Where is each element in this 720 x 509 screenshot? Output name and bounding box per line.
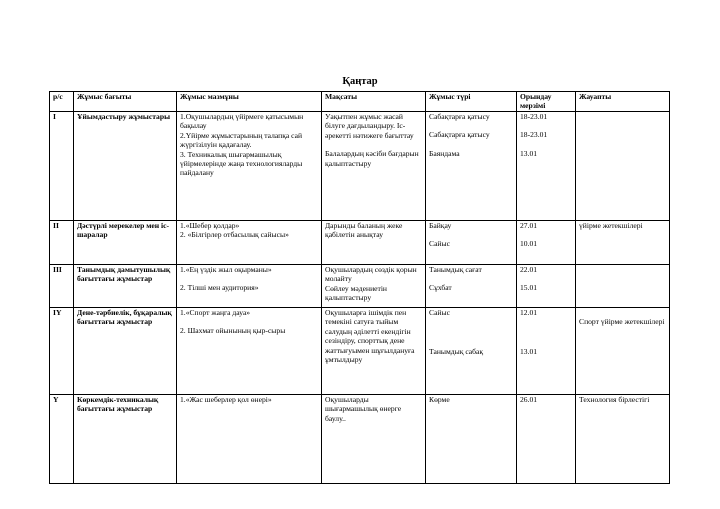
- header-num: р/с: [50, 92, 74, 112]
- deadline-item: 13.01: [520, 148, 538, 158]
- deadline-item: 10.01: [520, 239, 538, 249]
- content-item: 1.«Жас шеберлер қол өнері»: [180, 395, 272, 404]
- row-number: III: [50, 265, 74, 308]
- goal-item: Оқушыларды шығармашылық өнерге баулу..: [325, 395, 403, 423]
- deadline-item: 18-23.01: [520, 112, 548, 121]
- content-item: 2. «Білгірлер отбасылық сайысы»: [180, 230, 289, 240]
- deadline-item: 26.01: [520, 395, 538, 404]
- table-row: [50, 308, 670, 395]
- table-row: [50, 265, 670, 308]
- row-responsible: [576, 308, 670, 395]
- header-content: Жұмыс мазмұны: [177, 92, 322, 112]
- row-direction: Дене-тәрбиелік, бұқаралық бағыттағы жұмыстар: [74, 308, 177, 395]
- content-item: 1.Оқушылардың үйірмеге қатысымын бақылау: [180, 112, 306, 131]
- row-deadline: [517, 112, 576, 221]
- row-content: [177, 308, 322, 395]
- row-content: [177, 112, 322, 221]
- row-type: [426, 395, 517, 484]
- goal-item: Оқушылардың сөздік қорын молайту: [325, 265, 419, 284]
- row-direction: Ұйымдастыру жұмыстары: [74, 112, 177, 221]
- row-direction: Танымдық дамытушылық бағыттағы жұмыстар: [74, 265, 177, 308]
- row-content: [177, 265, 322, 308]
- row-number: I: [50, 112, 74, 221]
- row-type: [426, 221, 517, 265]
- row-responsible: [576, 265, 670, 308]
- goal-item: Сөйлеу мәдениетін қалыптастыру: [325, 283, 389, 303]
- header-type: Жұмыс түрі: [426, 92, 517, 112]
- header-direction: Жұмыс бағыты: [74, 92, 177, 112]
- deadline-item: 18-23.01: [520, 130, 548, 140]
- row-responsible: [576, 112, 670, 221]
- content-item: 1.«Спорт жаңга дауа»: [180, 308, 251, 317]
- row-goal: [322, 221, 426, 265]
- content-item: 2. Тілші мен аудитория»: [180, 283, 259, 293]
- content-item: 2.Үйірме жұмыстарының талапқа сай жүргізілуін қадағалау.: [180, 130, 304, 150]
- type-item: Сабақтарға қатысу: [429, 130, 490, 140]
- row-content: [177, 395, 322, 484]
- row-type: [426, 308, 517, 395]
- page-title: Қаңтар: [342, 76, 378, 87]
- row-number: II: [50, 221, 74, 265]
- table-header-row: [50, 92, 670, 112]
- row-deadline: [517, 308, 576, 395]
- goal-item: Дарынды баланың жеке қабілетін анықтау: [325, 221, 405, 240]
- deadline-item: 27.01: [520, 221, 538, 230]
- row-goal: [322, 265, 426, 308]
- responsible-text: Спорт үйірме жетекшілері: [579, 317, 665, 326]
- deadline-item: 22.01: [520, 265, 538, 274]
- goal-item: Уақытпен жұмыс жасай білуге дағдыландыру. Іс-әрекетті нәтижеге бағыттау: [325, 112, 414, 140]
- row-number: IY: [50, 308, 74, 395]
- content-item: 3. Техникалық шығармашылық үйірмелерінде жаңа технологияларды пайдалану: [180, 149, 305, 178]
- type-item: Сайыс: [429, 239, 450, 249]
- row-type: [426, 112, 517, 221]
- deadline-item: 13.01: [520, 347, 538, 357]
- header-responsible: Жауапты: [576, 92, 670, 112]
- row-responsible: Технология бірлестігі: [576, 395, 670, 484]
- row-deadline: [517, 265, 576, 308]
- goal-item: Балалардың кәсіби бағдарын қалыптастыру: [325, 149, 421, 168]
- header-deadline: Орындау мерзімі: [517, 92, 576, 112]
- row-content: [177, 221, 322, 265]
- content-item: 1.«Ең үздік жыл оқырманы»: [180, 265, 272, 274]
- row-goal: [322, 395, 426, 484]
- row-deadline: [517, 395, 576, 484]
- row-type: [426, 265, 517, 308]
- goal-item: Оқушыларға ішімдік пен темекіні сатуға тыйым салудың әділетті екендігін сезіндіру, спорттық дене жаттығуымен шұғылдануға ұмтылдыру: [325, 308, 417, 365]
- row-direction: Көркемдік-техникалық бағыттағы жұмыстар: [74, 395, 177, 484]
- row-goal: [322, 308, 426, 395]
- header-goal: Мақсаты: [322, 92, 426, 112]
- content-item: 2. Шахмат ойынының қыр-сыры: [180, 326, 286, 336]
- type-item: Танымдық сабақ: [429, 347, 484, 357]
- row-number: Y: [50, 395, 74, 484]
- content-item: 1.«Шебер қолдар»: [180, 221, 240, 230]
- table-row: [50, 221, 670, 265]
- plan-table: [49, 91, 670, 484]
- deadline-item: 15.01: [520, 283, 538, 293]
- type-item: Байқау: [429, 221, 452, 230]
- type-item: Баяндама: [429, 148, 460, 158]
- row-goal: [322, 112, 426, 221]
- row-deadline: [517, 221, 576, 265]
- row-responsible: үйірме жетекшілері: [576, 221, 670, 265]
- row-direction: Дәстүрлі мерекелер мен іс-шаралар: [74, 221, 177, 265]
- type-item: Танымдық сағат: [429, 265, 482, 274]
- type-item: Сабақтарға қатысу: [429, 112, 490, 121]
- type-item: Сұхбат: [429, 283, 452, 293]
- type-item: Сайыс: [429, 308, 450, 317]
- deadline-item: 12.01: [520, 308, 538, 317]
- table-row: [50, 112, 670, 221]
- type-item: Көрме: [429, 395, 450, 404]
- table-row: [50, 395, 670, 484]
